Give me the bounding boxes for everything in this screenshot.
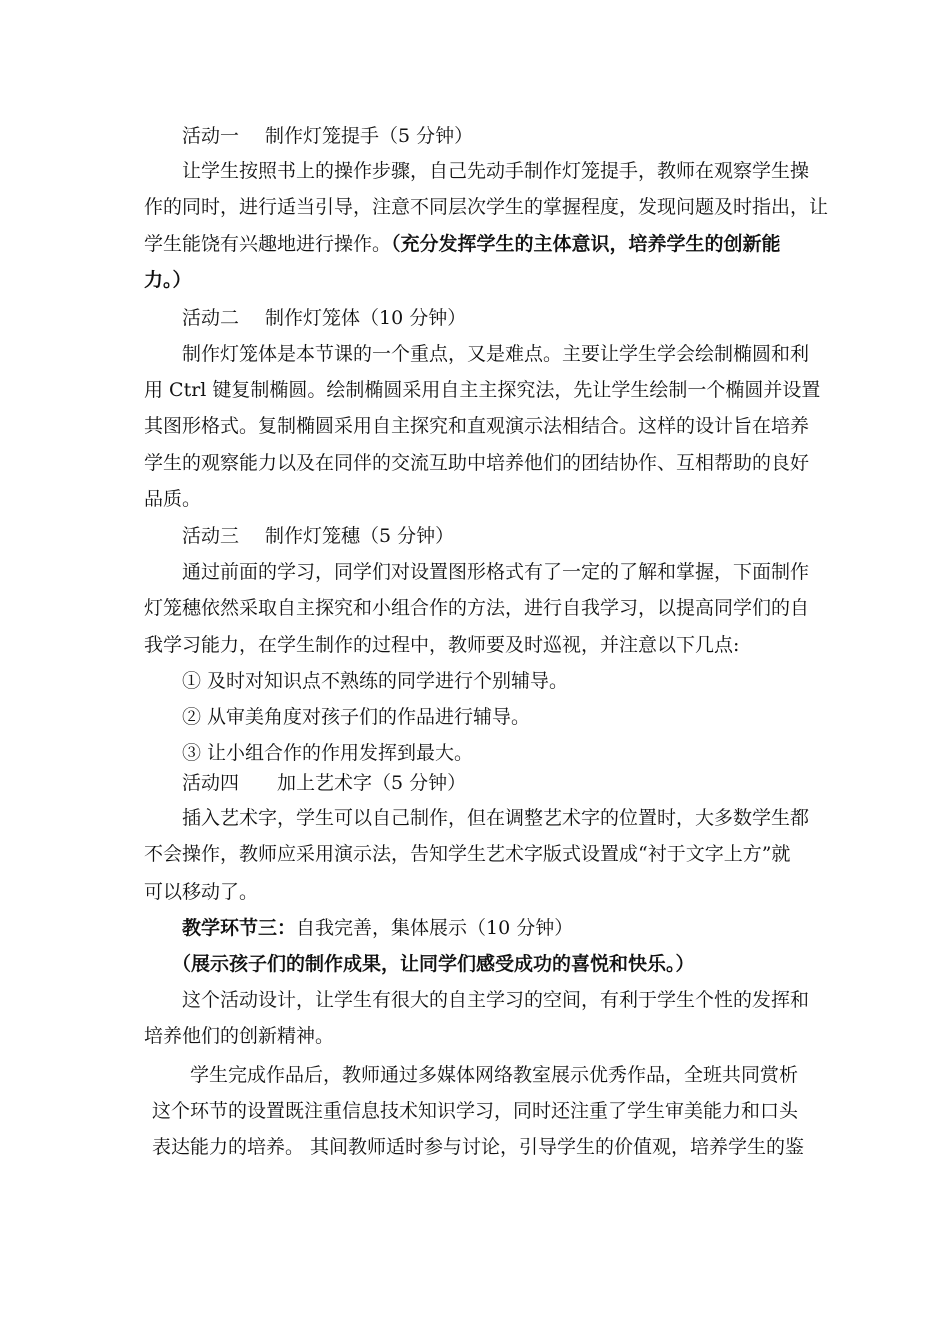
activity3-title: 制作灯笼穗（5 分钟） bbox=[265, 525, 455, 547]
activity3-point1: ① 及时对知识点不熟练的同学进行个别辅导。 bbox=[182, 670, 569, 692]
activity3-line3: 我学习能力，在学生制作的过程中，教师要及时巡视，并注意以下几点: bbox=[144, 634, 740, 656]
activity4-heading bbox=[182, 765, 466, 801]
activity2-label: 活动二 bbox=[182, 307, 240, 329]
activity2-line3: 其图形格式。复制椭圆采用自主探究和直观演示法相结合。这样的设计旨在培养 bbox=[144, 415, 810, 437]
section3-title-bold: 教学环节三： bbox=[182, 917, 297, 939]
activity1-line1: 让学生按照书上的操作步骤，自己先动手制作灯笼提手，教师在观察学生操 bbox=[182, 160, 810, 182]
activity3-heading bbox=[182, 518, 454, 554]
section3-heading bbox=[182, 910, 573, 946]
section3-line4: 这个环节的设置既注重信息技术知识学习，同时还注重了学生审美能力和口头 bbox=[152, 1100, 799, 1122]
activity1-heading bbox=[182, 118, 473, 154]
section3-subtitle: （展示孩子们的制作成果，让同学们感受成功的喜悦和快乐。） bbox=[172, 953, 695, 975]
activity2-line2: 用 Ctrl 键复制椭圆。绘制椭圆采用自主主探究法，先让学生绘制一个椭圆并设置 bbox=[144, 379, 821, 401]
activity1-line4: 力。） bbox=[144, 269, 192, 291]
activity4-label: 活动四 bbox=[182, 772, 240, 794]
activity4-line1: 插入艺术字，学生可以自己制作，但在调整艺术字的位置时，大多数学生都 bbox=[182, 807, 810, 829]
activity1-line3-normal: 学生能饶有兴趣地进行操作。 bbox=[144, 233, 392, 255]
section3-line3: 学生完成作品后，教师通过多媒体网络教室展示优秀作品，全班共同赏析 bbox=[190, 1064, 799, 1086]
activity1-title: 制作灯笼提手（5 分钟） bbox=[265, 125, 474, 147]
activity4-line2: 不会操作，教师应采用演示法，告知学生艺术字版式设置成“衬于文字上方”就 bbox=[144, 843, 791, 865]
activity3-point2: ② 从审美角度对孩子们的作品进行辅导。 bbox=[182, 706, 531, 728]
activity2-line4: 学生的观察能力以及在同伴的交流互助中培养他们的团结协作、互相帮助的良好 bbox=[144, 452, 810, 474]
activity2-heading bbox=[182, 300, 466, 336]
activity2-title: 制作灯笼体（10 分钟） bbox=[265, 307, 467, 329]
activity4-title: 加上艺术字（5 分钟） bbox=[277, 772, 467, 794]
section3-title-normal: 自我完善，集体展示（10 分钟） bbox=[296, 917, 574, 939]
activity2-line1: 制作灯笼体是本节课的一个重点，又是难点。主要让学生学会绘制椭圆和利 bbox=[182, 343, 810, 365]
activity2-line5: 品质。 bbox=[144, 488, 202, 510]
activity3-line2: 灯笼穗依然采取自主探究和小组合作的方法，进行自我学习，以提高同学们的自 bbox=[144, 597, 810, 619]
section3-line5: 表达能力的培养。 其间教师适时参与讨论，引导学生的价值观，培养学生的鉴 bbox=[152, 1136, 805, 1158]
activity1-label: 活动一 bbox=[182, 125, 240, 147]
activity1-line3-bold: （充分发挥学生的主体意识，培养学生的创新能 bbox=[391, 233, 781, 255]
activity1-line3 bbox=[144, 226, 781, 262]
section3-line2: 培养他们的创新精神。 bbox=[144, 1025, 335, 1047]
activity3-label: 活动三 bbox=[182, 525, 240, 547]
activity3-line1: 通过前面的学习，同学们对设置图形格式有了一定的了解和掌握，下面制作 bbox=[182, 561, 810, 583]
section3-line1: 这个活动设计，让学生有很大的自主学习的空间，有利于学生个性的发挥和 bbox=[182, 989, 810, 1011]
activity4-line3: 可以移动了。 bbox=[144, 881, 259, 903]
activity1-line2: 作的同时，进行适当引导，注意不同层次学生的掌握程度，发现问题及时指出，让 bbox=[144, 196, 829, 218]
activity3-point3: ③ 让小组合作的作用发挥到最大。 bbox=[182, 742, 474, 764]
